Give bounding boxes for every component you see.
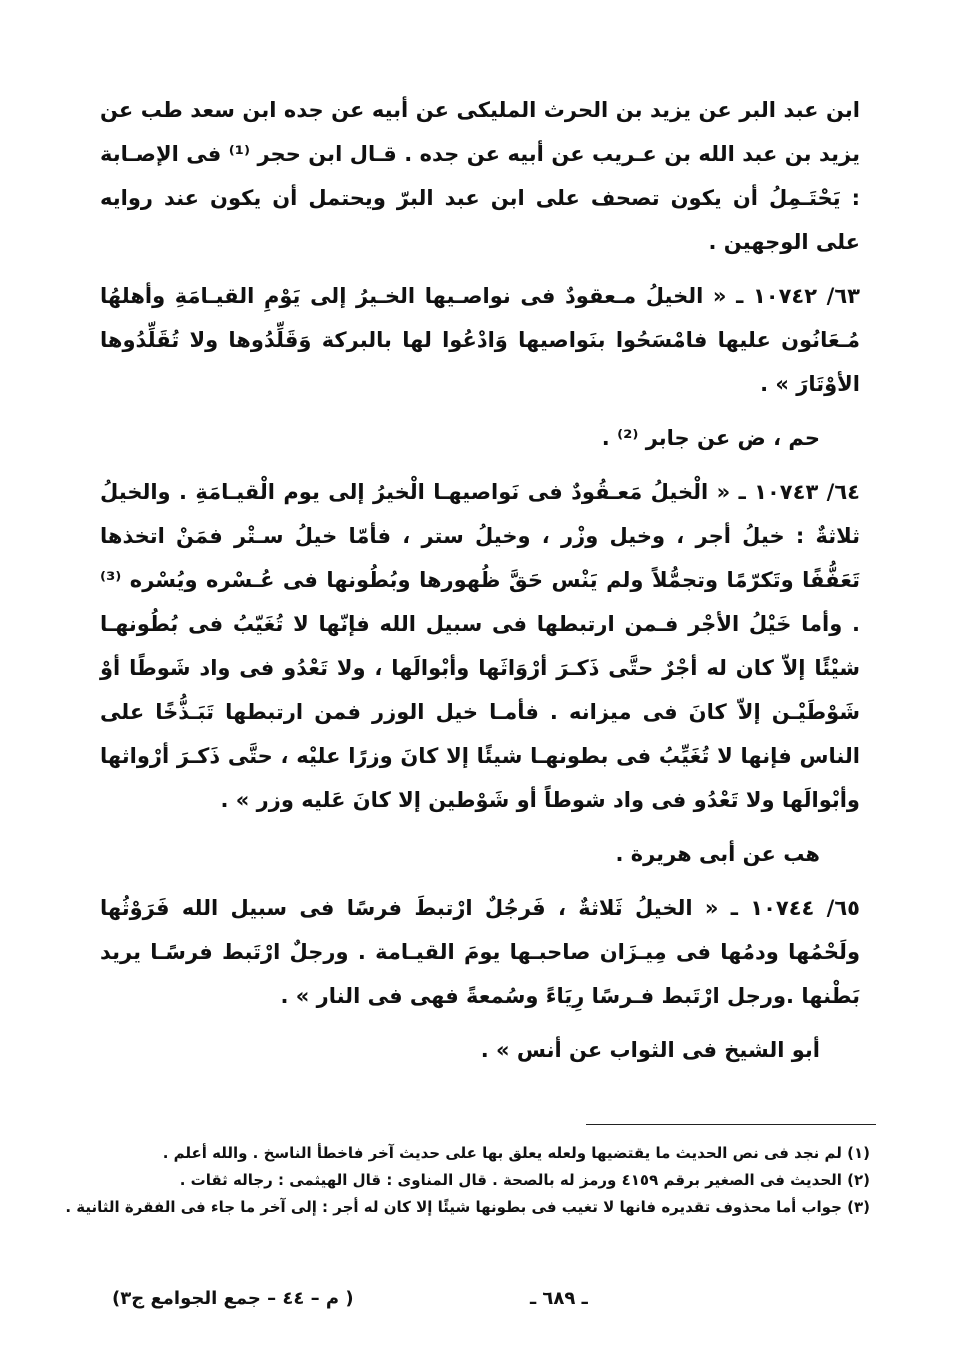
source-10743: هب عن أبى هريرة . (615, 842, 820, 866)
footnotes (65, 1140, 870, 1221)
footnote-3: (٣) جواب أما محذوف تقديره فانها لا تغيب فى بطونها شيئًا إلا كان له أجر : إلى آخر ما جاء فى الفقرة الثانية . (65, 1198, 870, 1216)
page-number: ـ ٦٨٩ ـ (530, 1288, 588, 1309)
source-10742: حم ، ض عن جابر ⁽²⁾ . (601, 426, 820, 450)
hadith-10744: ٦٥/ ١٠٧٤٤ ـ « الخيلُ ثَلاثةٌ ، فَرجُلٌ ارْتبطَ فرسًا فى سبيل الله فَرَوْثُها ولَحْمُها ودمُها فى مِيـزَان صاحبـها يومَ القيـامة . ورجلٌ ارْتَبط فرسًـا يريد بَطْنها .ورجل ارْتَبط فـرسًا رِيَاءً وسُمعةً فهى فى النار » . (100, 896, 860, 1008)
hadith-10743: ٦٤/ ١٠٧٤٣ ـ « الْخيلُ مَعـقُودٌ فى نَواصيهـا الْخيرُ إلى يوم الْقيـامَةِ . والخيلُ ثلاثةٌ : خيلُ أجر ، وخيل وزْر ، وخيلُ ستر ، فأمّا خيلُ سـتْر فمَنْ اتخذها تَعَفُّفًا وتَكرّمًا وتجمُّلاً ولم يَنْس حَقَّ ظُهورها وبُطُونها فى عُـسْره ويُسْره ⁽³⁾ . وأما خَيْلُ الأجْر فـمن ارتبطها فى سبيل الله فإنّها لا تُغَيّبُ فى بُطُونهـا شيْئًا إلاّ كان له أجْرٌ حتَّى ذَكـرَ أرْوَاثَها وأبْوالَها ، ولا تَعْدُو فى واد شَوطًا أوْ شَوْطَيْـن إلاّ كانَ فى ميزانه . فأمـا خيل الوزر فمن ارتبطها تَبَـذُّخًا على الناس فإنها لا تُغَيِّبُ فى بطونهـا شيئًا إلا كانَ وزرًا عليْه ، حتَّى ذَكـرَ أرْواثها وأبْوالَها ولا تَعْدُو فى واد شوطاً أو شَوْطين إلا كانَ عَليه وزر » . (100, 480, 860, 812)
footnote-divider (586, 1124, 876, 1125)
page-body (100, 88, 860, 1072)
source-10744: أبو الشيخ فى الثواب عن أنس » . (480, 1038, 820, 1062)
footnote-1: (١) لم نجد فى نص الحديث ما يقتضيها ولعله يعلق بها على حديث آخر فاخطأ الناسخ . والله أعلم . (162, 1144, 870, 1162)
page-footer (100, 1288, 870, 1318)
hadith-10742: ٦٣/ ١٠٧٤٢ ـ « الخيلُ مـعقودٌ فى نواصـيها الخـيرُ إلى يَوْمِ القيـامَةِ وأهلهُا مُـعَانُون عليها فامْسَحُوا بنَواصيها وَادْعُوا لها بالبركة وَقَلِّدُوها ولا تُقَلِّدُوها الأوْتَارَ » . (100, 284, 860, 396)
volume-reference: ( م – ٤٤ – جمع الجوامع ج٣) (112, 1288, 354, 1309)
footnote-2: (٢) الحديث فى الصغير برقم ٤١٥٩ ورمز له بالصحة . قال المناوى : قال الهيثمى : رجاله ثقات . (179, 1171, 870, 1189)
paragraph-intro: ابن عبد البر عن يزيد بن الحرث المليكى عن أبيه عن جده ابن سعد طب عن يزيد بن عبد الله بن عـريب عن أبيه عن جده . قـال ابن حجر ⁽¹⁾ فى الإصـابة : يَحْتَـمِلُ أن يكون تصحف على ابن عبد البرّ ويحتمل أن يكون عند روايه على الوجهين . (100, 98, 860, 254)
